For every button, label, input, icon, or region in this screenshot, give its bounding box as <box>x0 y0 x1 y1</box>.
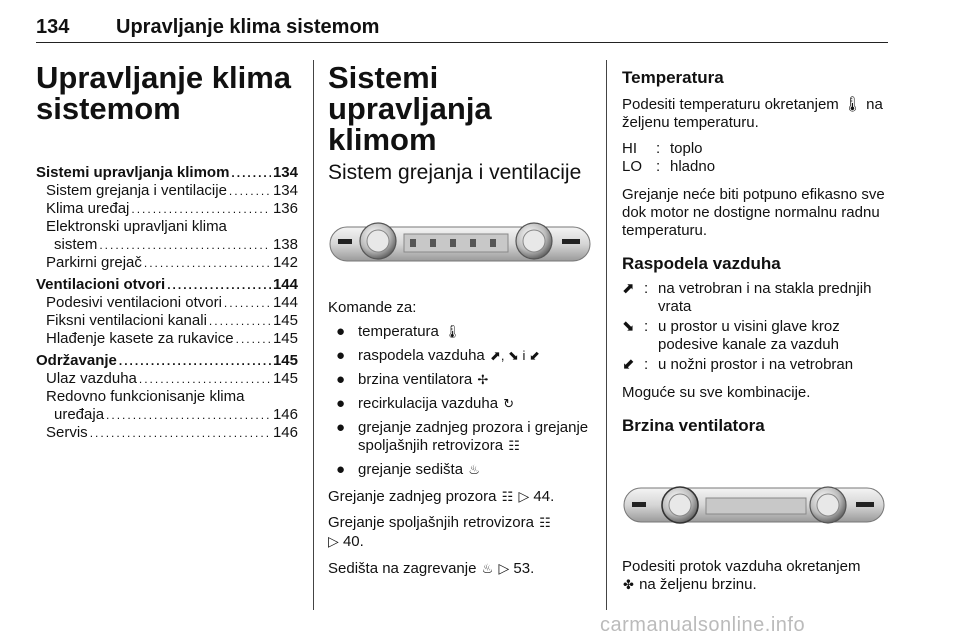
control-icon: ↻ <box>503 396 515 411</box>
toc-entry: Servis ..... 146 <box>36 424 298 442</box>
column-divider <box>313 60 314 610</box>
toc-entry: Održavanje ..... 145 <box>36 352 298 370</box>
running-title: Upravljanje klima sistemom <box>116 16 380 38</box>
fan-control-panel-image <box>622 472 886 534</box>
toc-entry: Sistemi upravljanja klimom ..... 134 <box>36 164 298 182</box>
control-list-item: ● recirkulacija vazduha ↻ <box>336 395 515 412</box>
toc-entry: Klima uređaj ..... 136 <box>36 200 298 218</box>
subsection-title: Sistem grejanja i ventilacije <box>328 161 582 184</box>
climate-control-panel-image <box>328 211 592 273</box>
fan-speed-text: Podesiti protok vazduha okretanjem ✤ na željenu brzinu. <box>622 558 861 593</box>
air-distribution-item: ⬈ : na vetrobran i na stakla prednjih vrata <box>622 280 872 315</box>
toc-entry: Ventilacioni otvori ..... 144 <box>36 276 298 294</box>
temperature-text: Podesiti temperaturu okretanjem 🌡 na željenu temperaturu. <box>622 96 883 131</box>
air-distribution-item: ⬊ : u prostor u visini glave kroz podesive kanale za vazduh <box>622 318 840 353</box>
rear-window-ref: Grejanje zadnjeg prozora ☷ ▷ 44. <box>328 488 555 505</box>
temperature-heading: Temperatura <box>622 68 724 87</box>
fan-icon: ✤ <box>623 577 634 592</box>
mirror-heating-icon: ☷ <box>539 515 551 530</box>
controls-list <box>328 323 592 479</box>
toc-entry: Redovno funkcionisanje klima <box>46 388 245 405</box>
section-title: Sistemi upravljanja klimom <box>328 60 492 157</box>
ref-arrow-icon: ▷ <box>518 488 530 504</box>
content-column-3 <box>622 62 890 594</box>
table-of-contents <box>36 164 298 442</box>
toc-entry: Sistem grejanja i ventilacije ..... 134 <box>36 182 298 200</box>
rear-window-heating-icon: ☷ <box>501 489 514 504</box>
chapter-title: Upravljanje klima sistemom <box>36 60 292 126</box>
air-flow-icon: ⬈ <box>622 280 635 297</box>
toc-entry: Parkirni grejač ..... 142 <box>36 254 298 272</box>
toc-entry: Elektronski upravljani klima <box>46 218 227 235</box>
ref-arrow-icon: ▷ <box>328 533 339 549</box>
control-icon: ✢ <box>477 372 489 387</box>
control-icon: ⬈, ⬊ i ⬋ <box>489 348 540 363</box>
air-flow-icon: ⬊ <box>622 318 635 335</box>
toc-entry: Ulaz vazduha ..... 145 <box>36 370 298 388</box>
ref-arrow-icon: ▷ <box>498 560 510 576</box>
seat-heating-ref: Sedišta na zagrevanje ♨ ▷ 53. <box>328 560 535 577</box>
toc-entry: Fiksni ventilacioni kanali ..... 145 <box>36 312 298 330</box>
mirror-ref: Grejanje spoljašnjih retrovizora ☷ ▷ 40. <box>328 514 551 550</box>
air-distribution-item: ⬋ : u nožni prostor i na vetrobran <box>622 356 854 373</box>
temperature-note: Grejanje neće biti potpuno efikasno sve dok motor ne dostigne normalnu radnu temperaturu. <box>622 186 885 239</box>
content-column-2 <box>328 62 592 578</box>
control-icon: 🌡 <box>444 324 461 339</box>
fan-speed-heading: Brzina ventilatora <box>622 416 765 435</box>
control-icon: ☷ <box>508 438 520 453</box>
controls-intro: Komande za: <box>328 299 417 316</box>
air-distribution-heading: Raspodela vazduha <box>622 254 781 273</box>
toc-entry: Hlađenje kasete za rukavice ..... 145 <box>36 330 298 348</box>
control-list-item: ● temperatura 🌡 <box>336 323 461 340</box>
toc-entry: uređaja ..... 146 <box>36 406 298 424</box>
page-number: 134 <box>36 16 70 38</box>
combination-note: Moguće su sve kombinacije. <box>622 384 811 401</box>
toc-entry: sistem ..... 138 <box>36 236 298 254</box>
toc-entry: Podesivi ventilacioni otvori ..... 144 <box>36 294 298 312</box>
control-list-item: ● brzina ventilatora ✢ <box>336 371 489 388</box>
watermark: carmanualsonline.info <box>600 614 806 636</box>
control-icon: ♨ <box>468 462 480 477</box>
page-header <box>36 12 888 43</box>
toc-column <box>36 62 298 442</box>
air-flow-icon: ⬋ <box>622 356 635 373</box>
control-list-item: ● grejanje sedišta ♨ <box>336 461 480 478</box>
temperature-levels: HI : toplo LO : hladno <box>622 140 716 175</box>
column-divider <box>606 60 607 610</box>
seat-heating-icon: ♨ <box>481 561 494 576</box>
control-list-item: ● raspodela vazduha ⬈, ⬊ i ⬋ <box>336 347 540 364</box>
air-distribution-list <box>622 280 890 374</box>
control-list-item: ● grejanje zadnjeg prozora i grejanje spoljašnjih retrovizora ☷ <box>336 419 589 454</box>
